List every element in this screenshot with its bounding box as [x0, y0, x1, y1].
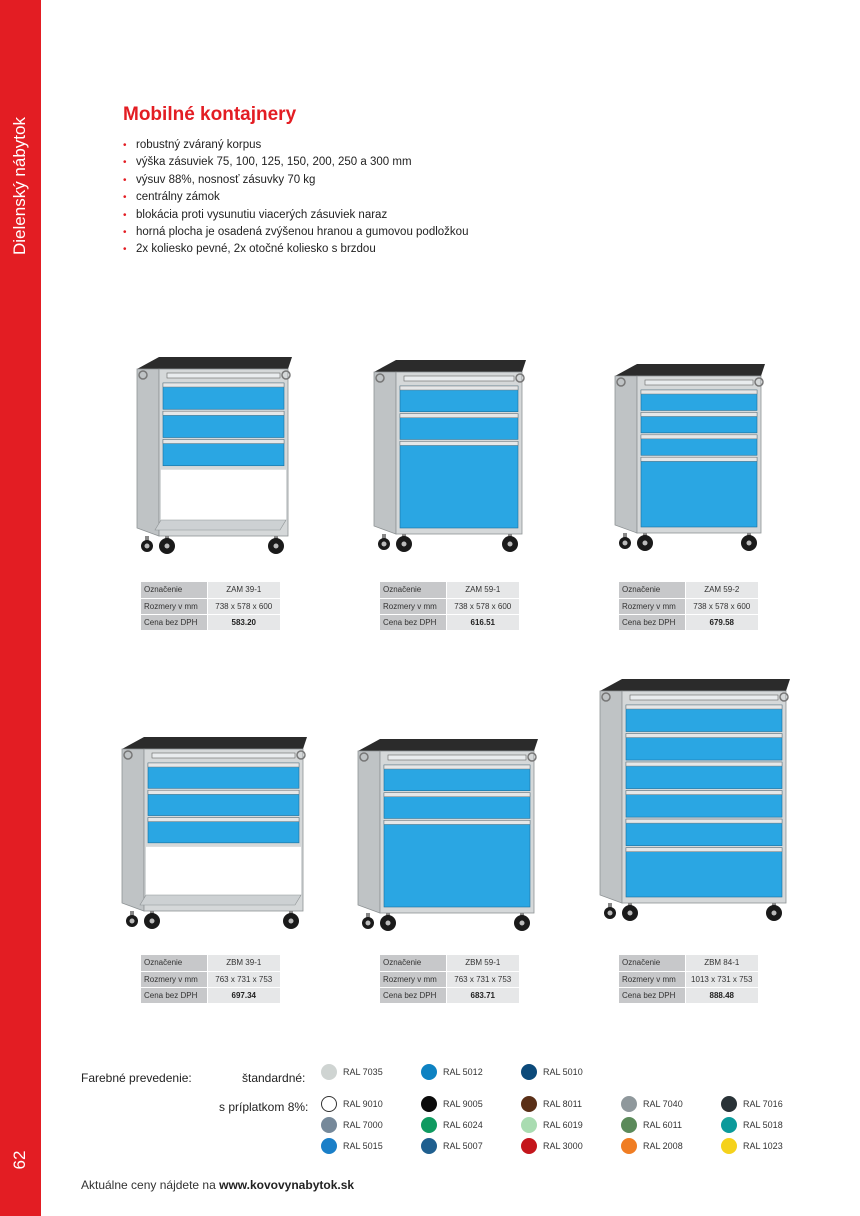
product-code: ZAM 39-1 — [207, 582, 280, 598]
product-dims: 738 x 578 x 600 — [446, 598, 519, 614]
product-dims: 763 x 731 x 753 — [207, 971, 280, 987]
color-swatch-label: RAL 7000 — [343, 1120, 383, 1130]
footer-link[interactable]: www.kovovynabytok.sk — [219, 1178, 355, 1192]
color-swatch-label: RAL 5012 — [443, 1067, 483, 1077]
spec-key: Rozmery v mm — [141, 598, 207, 614]
feature-item: • výška zásuviek 75, 100, 125, 150, 200, 250 a 300 mm — [123, 154, 468, 171]
product-dims: 738 x 578 x 600 — [207, 598, 280, 614]
cabinet-illustration — [133, 355, 298, 560]
spec-table — [619, 582, 758, 631]
product-dims: 763 x 731 x 753 — [446, 971, 519, 987]
color-swatch-label: RAL 5007 — [443, 1141, 483, 1151]
color-swatch — [421, 1117, 437, 1133]
product-code: ZBM 59-1 — [446, 955, 519, 971]
product-code: ZBM 39-1 — [207, 955, 280, 971]
color-swatch — [721, 1117, 737, 1133]
color-swatch — [421, 1138, 437, 1154]
color-swatch-label: RAL 7016 — [743, 1099, 783, 1109]
color-swatch-label: RAL 7040 — [643, 1099, 683, 1109]
color-swatch-label: RAL 5010 — [543, 1067, 583, 1077]
extra-colors-label: s príplatkom 8%: — [219, 1100, 309, 1114]
feature-list — [123, 137, 468, 259]
spec-key: Označenie — [619, 955, 685, 971]
color-swatch-label: RAL 6011 — [643, 1120, 683, 1130]
product-image-zam-59-2 — [611, 362, 771, 557]
spec-key: Rozmery v mm — [380, 971, 446, 987]
color-swatch — [621, 1138, 637, 1154]
product-code: ZBM 84-1 — [685, 955, 758, 971]
cabinet-illustration — [611, 362, 771, 557]
product-price: 683.71 — [446, 987, 519, 1003]
color-swatch — [521, 1117, 537, 1133]
color-swatch-label: RAL 9005 — [443, 1099, 483, 1109]
spec-key: Rozmery v mm — [619, 971, 685, 987]
product-price: 888.48 — [685, 987, 758, 1003]
cabinet-illustration — [354, 737, 544, 937]
colors-heading: Farebné prevedenie: — [81, 1071, 192, 1085]
spec-key: Označenie — [141, 955, 207, 971]
spec-key: Cena bez DPH — [619, 987, 685, 1003]
feature-item: • horná plocha je osadená zvýšenou hranou a gumovou podložkou — [123, 224, 468, 241]
color-swatch — [421, 1064, 437, 1080]
spec-table — [380, 955, 519, 1004]
spec-table — [619, 955, 758, 1004]
cabinet-illustration — [596, 677, 796, 927]
spec-key: Cena bez DPH — [380, 987, 446, 1003]
spec-key: Cena bez DPH — [380, 614, 446, 630]
spec-key: Označenie — [141, 582, 207, 598]
spec-key: Označenie — [380, 582, 446, 598]
page-title: Mobilné kontajnery — [123, 104, 297, 125]
color-swatch — [321, 1064, 337, 1080]
product-dims: 1013 x 731 x 753 — [685, 971, 758, 987]
side-bar — [0, 0, 41, 1216]
color-swatch — [621, 1117, 637, 1133]
color-swatch-label: RAL 5015 — [343, 1141, 383, 1151]
product-price: 697.34 — [207, 987, 280, 1003]
feature-item: • robustný zváraný korpus — [123, 137, 468, 154]
product-price: 616.51 — [446, 614, 519, 630]
spec-key: Rozmery v mm — [619, 598, 685, 614]
color-swatch-label: RAL 3000 — [543, 1141, 583, 1151]
color-swatch — [321, 1138, 337, 1154]
page-number: 62 — [10, 1150, 29, 1170]
cabinet-illustration — [370, 358, 532, 558]
product-image-zam-39-1 — [133, 355, 298, 560]
feature-item: • 2x koliesko pevné, 2x otočné koliesko s brzdou — [123, 241, 468, 258]
spec-key: Označenie — [380, 955, 446, 971]
color-swatch — [721, 1096, 737, 1112]
color-swatch — [521, 1064, 537, 1080]
product-image-zbm-84-1 — [596, 677, 796, 927]
color-swatch — [421, 1096, 437, 1112]
color-swatch — [321, 1096, 337, 1112]
spec-key: Cena bez DPH — [141, 987, 207, 1003]
cabinet-illustration — [118, 735, 313, 935]
color-swatch-label: RAL 7035 — [343, 1067, 383, 1077]
spec-key: Cena bez DPH — [619, 614, 685, 630]
spec-table — [141, 582, 280, 631]
product-image-zbm-39-1 — [118, 735, 313, 935]
color-swatch-label: RAL 6019 — [543, 1120, 583, 1130]
footer — [81, 1178, 354, 1192]
product-code: ZAM 59-1 — [446, 582, 519, 598]
product-price: 679.58 — [685, 614, 758, 630]
spec-key: Označenie — [619, 582, 685, 598]
product-price: 583.20 — [207, 614, 280, 630]
spec-table — [380, 582, 519, 631]
color-swatch-label: RAL 6024 — [443, 1120, 483, 1130]
section-title: Dielenský nábytok — [10, 117, 29, 255]
color-swatch-label: RAL 5018 — [743, 1120, 783, 1130]
spec-key: Rozmery v mm — [141, 971, 207, 987]
color-swatch-label: RAL 9010 — [343, 1099, 383, 1109]
color-swatch — [721, 1138, 737, 1154]
spec-table — [141, 955, 280, 1004]
feature-item: • centrálny zámok — [123, 189, 468, 206]
product-image-zam-59-1 — [370, 358, 532, 558]
footer-text: Aktuálne ceny nájdete na — [81, 1178, 216, 1192]
standard-colors-label: štandardné: — [242, 1071, 306, 1085]
color-swatch — [521, 1096, 537, 1112]
feature-item: • výsuv 88%, nosnosť zásuvky 70 kg — [123, 172, 468, 189]
product-dims: 738 x 578 x 600 — [685, 598, 758, 614]
product-image-zbm-59-1 — [354, 737, 544, 937]
spec-key: Rozmery v mm — [380, 598, 446, 614]
color-swatch-label: RAL 2008 — [643, 1141, 683, 1151]
spec-key: Cena bez DPH — [141, 614, 207, 630]
color-swatch-label: RAL 8011 — [543, 1099, 583, 1109]
feature-item: • blokácia proti vysunutiu viacerých zásuviek naraz — [123, 207, 468, 224]
color-swatch — [621, 1096, 637, 1112]
color-swatch-label: RAL 1023 — [743, 1141, 783, 1151]
product-code: ZAM 59-2 — [685, 582, 758, 598]
color-swatch — [521, 1138, 537, 1154]
color-swatch — [321, 1117, 337, 1133]
